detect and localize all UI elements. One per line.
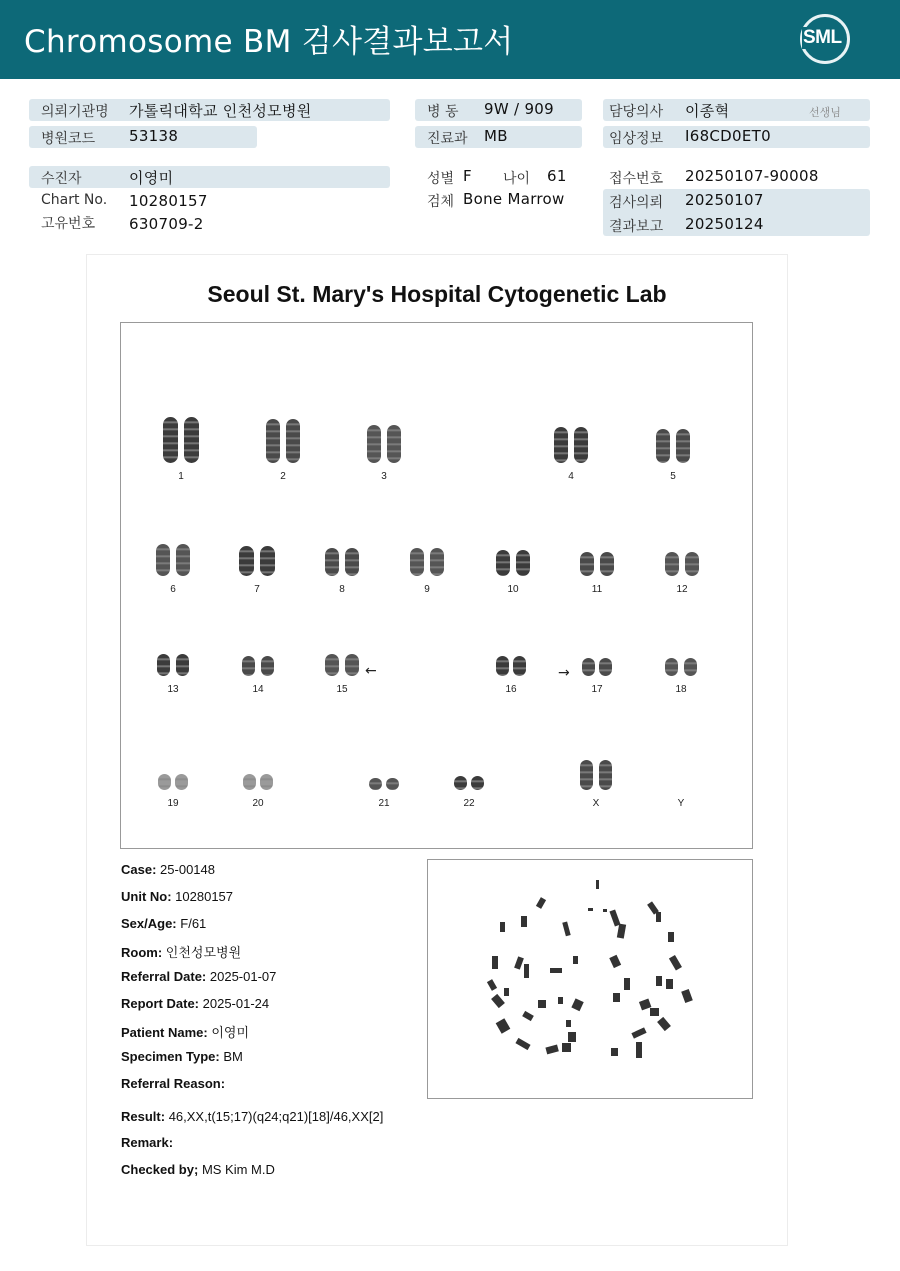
chromosome-label-7: 7 [254,584,260,595]
chromosome-label-16: 16 [505,684,517,695]
chromosome-icon [261,656,274,676]
institution-label: 의뢰기관명 [41,104,109,120]
ward-label: 병 동 [427,104,459,120]
remark-label: Remark: [121,1135,174,1150]
chromosome-pair-3 [367,425,401,463]
chromosome-icon [685,552,699,576]
ward-value: 9W / 909 [484,100,554,118]
sex-value: F [463,167,472,185]
chromosome-label-9: 9 [424,584,430,595]
chromosome-pair-19 [158,774,188,790]
case-value: 25-00148 [160,862,215,877]
sexage-label: Sex/Age: [121,916,177,931]
chromosome-icon [176,654,189,676]
result-value: 46,XX,t(15;17)(q24;q21)[18]/46,XX[2] [168,1109,384,1124]
name-label: 수진자 [41,171,82,187]
chromosome-icon [554,427,568,463]
chromosome-icon [430,548,444,576]
case-line [121,862,215,877]
chromosome-label-18: 18 [675,684,687,695]
chromosome-icon [574,427,588,463]
chromosome-pair-11 [580,552,614,576]
chromosome-icon [676,429,690,463]
chromosome-icon [325,548,339,576]
chromosome-icon [286,419,300,463]
chromosome-label-15: 15 [336,684,348,695]
chromosome-pair-15 [325,654,359,676]
chromosome-pair-16 [496,656,526,676]
chromosome-label-13: 13 [167,684,179,695]
referral-date-line [121,969,276,984]
chromosome-icon [599,658,612,676]
lab-report [86,254,788,1246]
karyogram [120,322,753,849]
metaphase-spread-icon [428,860,752,1098]
arrow-right-icon: → [558,665,570,681]
chromosome-pair-21 [369,778,399,790]
room-line [121,942,241,961]
logo-text: SML [803,27,842,48]
chromosome-pair-4 [554,427,588,463]
result-label: Result: [121,1109,166,1124]
unit-value: 10280157 [175,889,234,904]
chromosome-label-5: 5 [670,471,676,482]
referral-reason-line [121,1076,225,1091]
specimen-label: 검체 [427,194,455,210]
chromosome-icon [516,550,530,576]
chromosome-icon [513,656,526,676]
room-label: Room: [121,945,163,960]
id-value: 630709-2 [129,215,204,233]
chromosome-label-1: 1 [178,471,184,482]
lab-title: Seoul St. Mary's Hospital Cytogenetic Lab [207,281,667,307]
checked-line [121,1162,275,1177]
chromosome-label-10: 10 [507,584,519,595]
chromosome-icon [260,546,275,576]
chromosome-label-20: 20 [252,798,264,809]
chromosome-pair-5 [656,429,690,463]
chromosome-icon [345,654,359,676]
chromosome-icon [325,654,339,676]
chromosome-label-Y: Y [677,798,685,809]
chromosome-icon [163,417,178,463]
chromosome-label-3: 3 [381,471,387,482]
chromosome-pair-6 [156,544,190,576]
chromosome-icon [175,774,188,790]
case-label: Case: [121,862,157,877]
chromosome-icon [496,656,509,676]
chromosome-icon [599,760,612,790]
chart-value: 10280157 [129,192,208,210]
id-label: 고유번호 [41,216,96,232]
chromosome-label-X: X [592,798,600,809]
chromosome-pair-12 [665,552,699,576]
chromosome-icon [600,552,614,576]
hospcode-value: 53138 [129,127,179,145]
chromosome-pair-10 [496,550,530,576]
chromosome-label-17: 17 [591,684,603,695]
specimen-type-line [121,1049,243,1064]
name-bar [29,166,390,188]
doctor-label: 담당의사 [609,104,664,120]
report-date-label2: Report Date: [121,996,200,1011]
referral-date-value: 2025-01-07 [209,969,277,984]
institution-value: 가톨릭대학교 인천성모병원 [129,102,312,120]
referral-date-label: Referral Date: [121,969,207,984]
unit-label: Unit No: [121,889,172,904]
report-date-value2: 2025-01-24 [202,996,270,1011]
chromosome-icon [684,658,697,676]
chromosome-pair-8 [325,548,359,576]
clinical-label: 임상정보 [609,131,664,147]
chromosome-pair-20 [243,774,273,790]
chromosome-icon [367,425,381,463]
specimen-type-value: BM [223,1049,243,1064]
report-title: Chromosome BM 검사결과보고서 [24,24,514,60]
chromosome-pair-13 [157,654,189,676]
chromosome-label-11: 11 [591,584,603,595]
patient-name-line [121,1022,249,1041]
chromosome-icon [369,778,382,790]
age-value: 61 [547,167,567,185]
chromosome-icon [260,774,273,790]
referral-reason-label: Referral Reason: [121,1076,226,1091]
chromosome-pair-22 [454,776,484,790]
chromosome-pair-14 [242,656,274,676]
chromosome-icon [156,544,170,576]
receipt-value: 20250107-90008 [685,167,819,185]
chromosome-pair-2 [266,419,300,463]
patient-name-label: Patient Name: [121,1025,208,1040]
chromosome-label-21: 21 [378,798,390,809]
chromosome-icon [454,776,467,790]
patient-name-value: 이영미 [211,1025,250,1040]
remark-line [121,1135,173,1150]
specimen-type-label: Specimen Type: [121,1049,220,1064]
name-value: 이영미 [129,169,174,187]
chromosome-pair-1 [163,417,199,463]
chromosome-icon [345,548,359,576]
request-value: 20250107 [685,191,764,209]
chromosome-icon [239,546,254,576]
chart-label: Chart No. [41,192,108,208]
chromosome-icon [580,760,593,790]
sex-label: 성별 [427,171,455,187]
report-date-value: 20250124 [685,215,764,233]
room-value: 인천성모병원 [165,945,242,960]
chromosome-icon [665,552,679,576]
dept-label: 진료과 [427,131,468,147]
clinical-value: I68CD0ET0 [685,127,771,145]
chromosome-icon [242,656,255,676]
report-date-line [121,996,269,1011]
metaphase-image [427,859,753,1099]
chromosome-pair-18 [665,658,697,676]
chromosome-icon [387,425,401,463]
hospcode-label: 병원코드 [41,131,96,147]
chromosome-label-2: 2 [280,471,286,482]
chromosome-icon [471,776,484,790]
chromosome-icon [266,419,280,463]
chromosome-label-14: 14 [252,684,264,695]
request-label: 검사의뢰 [609,195,664,211]
chromosome-icon [496,550,510,576]
chromosome-icon [243,774,256,790]
chromosome-icon [158,774,171,790]
chromosome-label-22: 22 [463,798,475,809]
chromosome-icon [157,654,170,676]
sml-logo [796,12,854,66]
chromosome-pair-X [580,760,612,790]
chromosome-pair-7 [239,546,275,576]
chromosome-icon [665,658,678,676]
report-header [0,0,900,79]
chromosome-pair-17 [582,658,612,676]
unit-line [121,889,233,904]
chromosome-icon [386,778,399,790]
report-date-label: 결과보고 [609,219,664,235]
chromosome-icon [184,417,199,463]
sexage-value: F/61 [180,916,207,931]
chromosome-label-12: 12 [676,584,688,595]
chromosome-icon [176,544,190,576]
doctor-value: 이종혁 [685,102,730,120]
chromosome-label-8: 8 [339,584,345,595]
doctor-suffix: 선생님 [809,106,841,119]
chromosome-icon [582,658,595,676]
arrow-left-icon: ← [365,663,377,679]
chromosome-pair-9 [410,548,444,576]
chromosome-icon [410,548,424,576]
checked-label: Checked by; [121,1162,199,1177]
chromosome-label-4: 4 [568,471,574,482]
result-line [121,1109,383,1124]
sexage-line [121,916,206,931]
age-label: 나이 [503,171,531,187]
chromosome-icon [656,429,670,463]
chromosome-label-19: 19 [167,798,179,809]
checked-value: MS Kim M.D [201,1162,275,1177]
specimen-value: Bone Marrow [463,190,565,208]
receipt-label: 접수번호 [609,171,664,187]
chromosome-label-6: 6 [170,584,176,595]
chromosome-icon [580,552,594,576]
dept-value: MB [484,127,508,145]
